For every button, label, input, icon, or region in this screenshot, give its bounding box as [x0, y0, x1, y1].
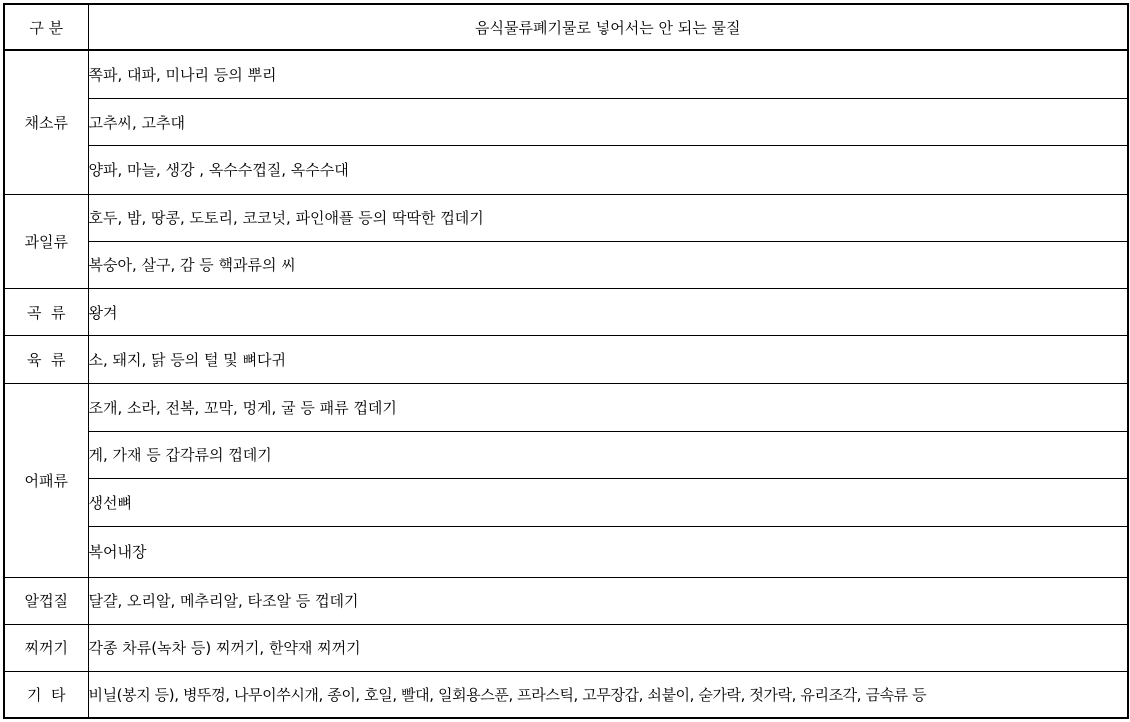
- table-row: [4, 336, 1128, 383]
- table-header-row: [4, 4, 1128, 50]
- table-row: [4, 624, 1128, 671]
- item-cell: 양파, 마늘, 생강 , 옥수수껍질, 옥수수대: [88, 146, 1128, 194]
- item-cell: 게, 가재 등 갑각류의 껍데기: [88, 431, 1128, 478]
- table-row: [4, 431, 1128, 478]
- item-cell: 복숭아, 살구, 감 등 핵과류의 씨: [88, 241, 1128, 288]
- item-cell: 왕겨: [88, 289, 1128, 336]
- category-fruits: 과일류: [4, 194, 88, 289]
- category-seafood: 어패류: [4, 383, 88, 577]
- category-residue: 찌꺼기: [4, 624, 88, 671]
- item-cell: 비닐(봉지 등), 병뚜껑, 나무이쑤시개, 종이, 호일, 빨대, 일회용스푼, 프라스틱, 고무장갑, 쇠붙이, 숟가락, 젓가락, 유리조각, 금속류 등: [88, 672, 1128, 718]
- item-cell: 쪽파, 대파, 미나리 등의 뿌리: [88, 50, 1128, 98]
- category-grains: 곡 류: [4, 289, 88, 336]
- table-row: [4, 241, 1128, 288]
- table-row: [4, 99, 1128, 146]
- category-other: 기 타: [4, 672, 88, 718]
- item-cell: 고추씨, 고추대: [88, 99, 1128, 146]
- item-cell: 각종 차류(녹차 등) 찌꺼기, 한약재 찌꺼기: [88, 624, 1128, 671]
- item-cell: 호두, 밤, 땅콩, 도토리, 코코넛, 파인애플 등의 딱딱한 껍데기: [88, 194, 1128, 241]
- header-category: 구 분: [4, 4, 88, 50]
- item-cell: 소, 돼지, 닭 등의 털 및 뼈다귀: [88, 336, 1128, 383]
- table-row: [4, 50, 1128, 98]
- table-row: [4, 527, 1128, 577]
- table-row: [4, 383, 1128, 431]
- table-row: [4, 479, 1128, 527]
- table-row: [4, 672, 1128, 718]
- item-cell: 생선뼈: [88, 479, 1128, 527]
- item-cell: 조개, 소라, 전복, 꼬막, 멍게, 굴 등 패류 껍데기: [88, 383, 1128, 431]
- table-row: [4, 289, 1128, 336]
- header-items: 음식물류폐기물로 넣어서는 안 되는 물질: [88, 4, 1128, 50]
- item-cell: 달걀, 오리알, 메추리알, 타조알 등 껍데기: [88, 577, 1128, 624]
- table-row: [4, 577, 1128, 624]
- category-meat: 육 류: [4, 336, 88, 383]
- table-row: [4, 146, 1128, 194]
- item-cell: 복어내장: [88, 527, 1128, 577]
- prohibited-materials-table: [3, 3, 1129, 719]
- category-vegetables: 채소류: [4, 50, 88, 194]
- table-row: [4, 194, 1128, 241]
- category-eggshells: 알껍질: [4, 577, 88, 624]
